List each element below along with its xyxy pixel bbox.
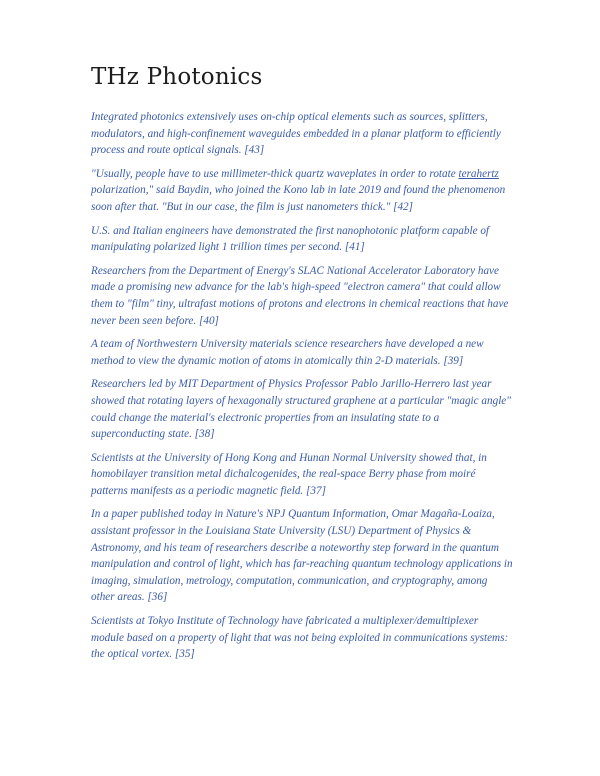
paragraph-43: Integrated photonics extensively uses on-chip optical elements such as sources, splitters, modulators, and high-confinement waveguides embedded in a planar platform to efficiently process and route optical signals. [43]: [91, 111, 501, 157]
paragraph-38: Researchers led by MIT Department of Physics Professor Pablo Jarillo-Herrero last year showed that rotating layers of hexagonally structured graphene at a particular "magic angle" could change the material's electronic properties from an insulating state to a superconducting state. [38]: [91, 378, 511, 441]
paragraph-39: A team of Northwestern University materials science researchers have developed a new method to view the dynamic motion of atoms in atomically thin 2-D materials. [39]: [91, 338, 484, 367]
paragraph-42-start: "Usually, people have to use millimeter-thick quartz waveplates in order to rotate: [91, 167, 459, 180]
paragraph-36: In a paper published today in Nature's NPJ Quantum Information, Omar Magaña-Loaiza, assistant professor in the Louisiana State University (LSU) Department of Physics & Astronomy, and his team of researchers describe a noteworthy step forward in the quantum manipulation and control of light, which has far-reaching quantum technology applications in imaging, simulation, metrology, computation, communication, and cryptography, among other areas. [36]: [91, 508, 513, 604]
paragraph-40: Researchers from the Department of Energy's SLAC National Accelerator Laboratory have made a promising new advance for the lab's high-speed "electron camera" that could allow them to "film" tiny, ultrafast motions of protons and electrons in chemical reactions that have never been seen before. [40]: [91, 264, 509, 327]
page-title: THz Photonics: [91, 64, 263, 90]
paragraph-41: U.S. and Italian engineers have demonstrated the first nanophotonic platform capable of manipulating polarized light 1 trillion times per second. [41]: [91, 224, 490, 254]
paragraph-42-end: polarization," said Baydin, who joined the Kono lab in late 2019 and found the phenomenon soon after that. "But in our case, the film is just nanometers thick." [42]: [91, 184, 506, 213]
paragraph-37: Scientists at the University of Hong Kong and Hunan Normal University showed that, in homobilayer transition metal dichalcogenides, the real-space Berry phase from moiré patterns manifests as a periodic magnetic field. [37]: [91, 451, 487, 497]
paragraph-35: Scientists at Tokyo Institute of Technology have fabricated a multiplexer/demultiplexer module based on a property of light that was not being exploited in communications systems: the optical vortex. [35]: [91, 615, 509, 661]
paragraph-42: [91, 166, 513, 216]
terahertz-link[interactable]: terahertz: [458, 167, 499, 180]
document-body: [91, 109, 513, 663]
